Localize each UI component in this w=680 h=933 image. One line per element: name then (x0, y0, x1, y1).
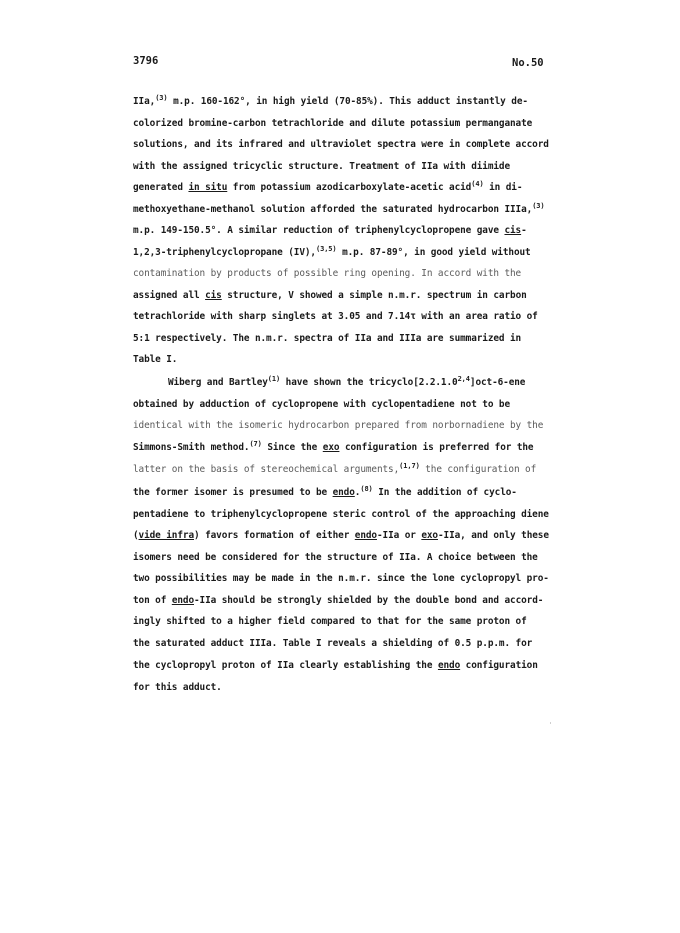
text-line: 5:1 respectively. The n.m.r. spectra of IIa and IIIa are summarized in (133, 333, 522, 344)
text-line: (vide infra) favors formation of either endo-IIa or exo-IIa, and only these (133, 530, 549, 541)
text-line: pentadiene to triphenylcyclopropene steric control of the approaching diene (133, 509, 549, 520)
text-line: m.p. 149-150.5°. A similar reduction of triphenylcyclopropene gave cis- (133, 225, 527, 236)
text-line: obtained by adduction of cyclopropene with cyclopentadiene not to be (133, 399, 511, 410)
text-line: the saturated adduct IIIa. Table I reveals a shielding of 0.5 p.p.m. for (133, 638, 533, 649)
text-line: two possibilities may be made in the n.m.r. since the lone cyclopropyl pro- (133, 573, 549, 584)
text-line: the former isomer is presumed to be endo.$^{(8)}$ In the addition of cyclo- (133, 485, 517, 498)
text-line: the cyclopropyl proton of IIa clearly establishing the endo configuration (133, 660, 538, 671)
text-line: methoxyethane-methanol solution afforded the saturated hydrocarbon IIIa,$^{(3)}$ (133, 202, 545, 215)
scan-speck (550, 722, 551, 724)
issue-number: No.50 (512, 57, 544, 69)
text-line: colorized bromine-carbon tetrachloride and dilute potassium permanganate (133, 118, 533, 129)
text-line: contamination by products of possible ring opening. In accord with the (133, 268, 522, 279)
text-line: Wiberg and Bartley$^{(1)}$ have shown the tricyclo[2.2.1.0$^{2,4}$]oct-6-ene (168, 375, 526, 388)
text-line: ingly shifted to a higher field compared to that for the same proton of (133, 616, 527, 627)
text-line: solutions, and its infrared and ultraviolet spectra were in complete accord (133, 139, 549, 150)
text-line: isomers need be considered for the structure of IIa. A choice between the (133, 552, 538, 563)
text-line: ton of endo-IIa should be strongly shielded by the double bond and accord- (133, 595, 544, 606)
text-line: 1,2,3-triphenylcyclopropane (IV),$^{(3,5)}$ m.p. 87-89°, in good yield without (133, 245, 531, 258)
text-line: for this adduct. (133, 682, 222, 693)
text-line: IIa,$^{(3)}$ m.p. 160-162°, in high yield (70-85%). This adduct instantly de- (133, 94, 528, 107)
text-line: assigned all cis structure, V showed a simple n.m.r. spectrum in carbon (133, 290, 527, 301)
text-line: with the assigned tricyclic structure. Treatment of IIa with diimide (133, 161, 511, 172)
text-line: identical with the isomeric hydrocarbon prepared from norbornadiene by the (133, 420, 544, 431)
text-line: Simmons-Smith method.$^{(7)}$ Since the exo configuration is preferred for the (133, 440, 534, 453)
page-number: 3796 (133, 55, 159, 67)
text-line: tetrachloride with sharp singlets at 3.05 and 7.14τ with an area ratio of (133, 311, 538, 322)
text-line: latter on the basis of stereochemical arguments,$^{(1,7)}$ the configuration of (133, 462, 537, 475)
text-line: generated in situ from potassium azodicarboxylate-acetic acid$^{(4)}$ in di- (133, 180, 523, 193)
text-line: Table I. (133, 354, 178, 365)
